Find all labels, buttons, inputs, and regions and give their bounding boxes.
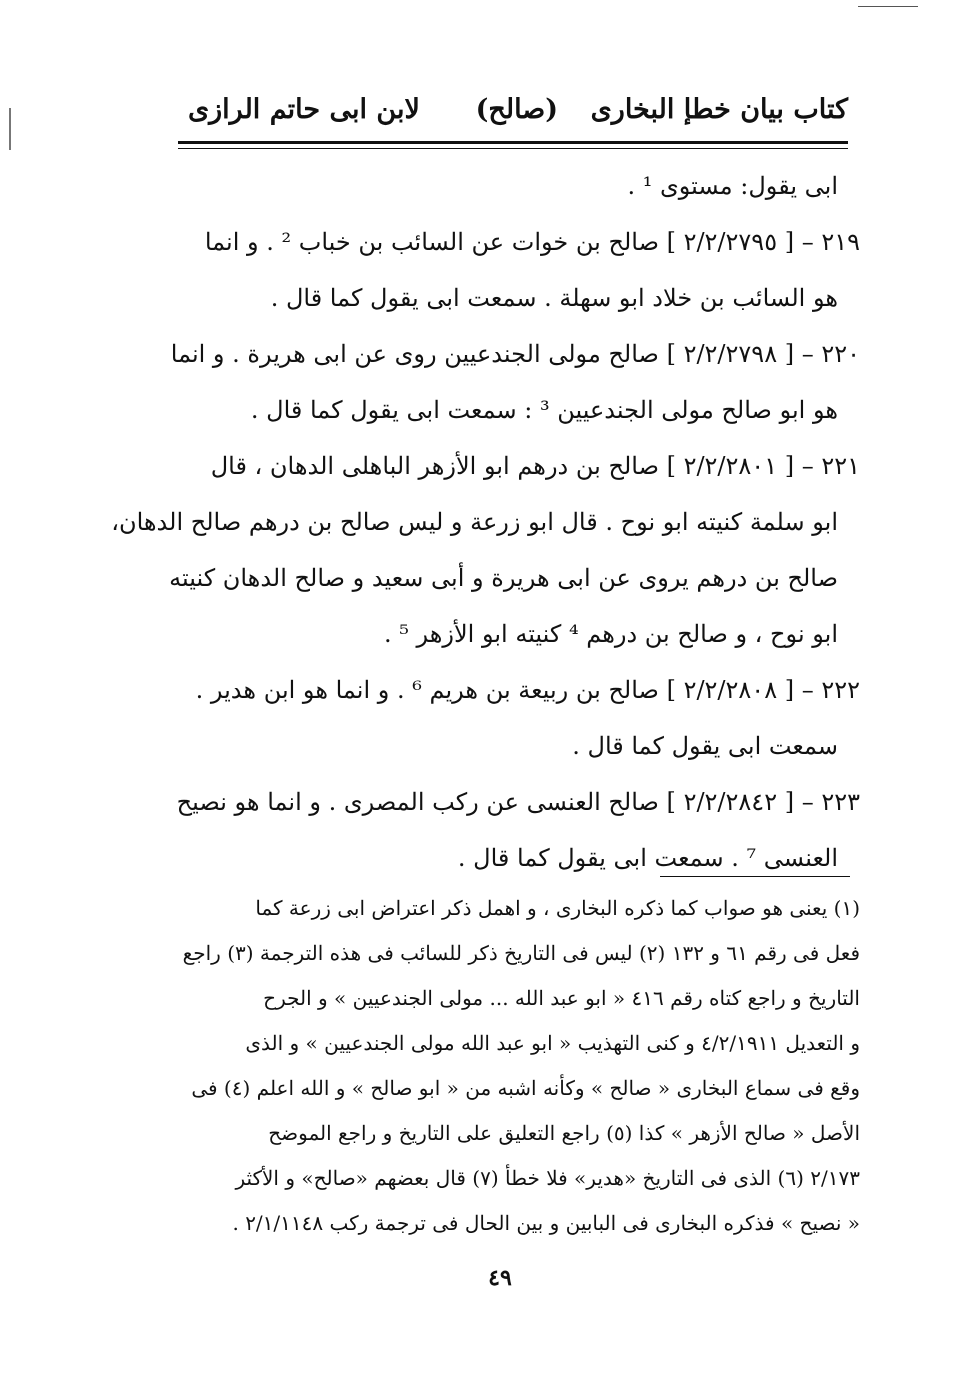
entry-221-line-3: صالح بن درهم يروى عن ابى هريرة و أبى سعيد و صالح الدهان كنيته [169, 564, 838, 592]
entry-221-line-2: ابو سلمة كنيته ابو نوح . قال ابو زرعة و ليس صالح بن درهم صالح الدهان، [111, 508, 838, 536]
entry-221-line-1: ٢٢١ – [ ٢/٢/٢٨٠١ ] صالح بن درهم ابو الأزهر الباهلى الدهان ، قال [210, 452, 860, 480]
footnote-line: (١) يعنى هو صواب كما ذكره البخارى ، و اهمل ذكر اعتراض ابى زرعة كما [255, 896, 860, 920]
entry-219 [188, 214, 860, 326]
header-rule [178, 141, 848, 144]
header-rule-thin [178, 148, 848, 149]
entry-220-line-2: هو ابو صالح مولى الجندعيين ³ : سمعت ابى يقول كما قال . [250, 396, 838, 424]
footnotes [182, 886, 860, 1246]
entry-222-line-2: سمعت ابى يقول كما قال . [572, 732, 838, 760]
footnote-separator [660, 876, 850, 877]
main-text [111, 158, 860, 886]
entry-219-line-2: هو السائب بن خلاد ابو سهلة . سمعت ابى يقول كما قال . [270, 284, 838, 312]
footnote-line: فعل فى رقم ٦١ و ١٣٢ (٢) ليس فى التاريخ ذكر للسائب فى هذه الترجمة (٣) راجع [182, 941, 860, 965]
entry-220-line-1: ٢٢٠ – [ ٢/٢/٢٧٩٨ ] صالح مولى الجندعيين روى عن ابى هريرة . و انما [170, 340, 860, 368]
footnote-line: ٢/١٧٣ (٦) الذى فى التاريخ «هدير» فلا خطأ (٧) قال بعضهم «صالح» و الأكثر [235, 1166, 860, 1190]
entry-220 [170, 326, 860, 438]
footnote-line: و التعديل ٤/٢/١٩١١ و كنى التهذيب « ابو عبد الله مولى الجندعيين » و الذى [245, 1031, 860, 1055]
entry-221-line-4: ابو نوح ، و صالح بن درهم ⁴ كنيته ابو الأزهر ⁵ . [383, 620, 838, 648]
footnote-line: التاريخ و راجع كتاه رقم ٤١٦ « ابو عبد الله ... مولى الجندعيين » و الجرح [263, 986, 860, 1010]
entry-222 [188, 662, 860, 774]
author-name: لابن ابى حاتم الرازى [188, 94, 420, 125]
footnote-line: الأصل « صالح الأزهر » كذا (٥) راجع التعليق على التاريخ و راجع الموضح [268, 1121, 860, 1145]
text-line-intro: ابى يقول: مستوى ¹ . [627, 172, 838, 200]
entry-221 [111, 438, 860, 662]
footnote-line: وقع فى سماع البخارى « صالح » وكأنه اشبه من « ابو صالح » و الله اعلم (٤) فى [191, 1076, 860, 1100]
footnote-line: « نصيح » فذكره البخارى فى البابين و بين الحال فى ترجمة ركب ٢/١/١١٤٨ . [232, 1211, 860, 1235]
running-header [188, 88, 848, 134]
section-name: (صالح) [475, 94, 558, 125]
scan-mark [858, 6, 918, 7]
entry-223-line-1: ٢٢٣ – [ ٢/٢/٢٨٤٢ ] صالح العنسى عن ركب المصرى . و انما هو نصيح [176, 788, 860, 816]
page-number: ٤٩ [488, 1265, 512, 1291]
scan-mark [9, 108, 11, 150]
entry-223-line-2: العنسى ⁷ . سمعت ابى يقول كما قال . [457, 844, 838, 872]
entry-219-line-1: ٢١٩ – [ ٢/٢/٢٧٩٥ ] صالح بن خوات عن السائب بن خباب ² . و انما [204, 228, 860, 256]
entry-222-line-1: ٢٢٢ – [ ٢/٢/٢٨٠٨ ] صالح بن ربيعة بن هريم ⁶ . و انما هو ابن هدير . [195, 676, 860, 704]
entry-223 [176, 774, 860, 886]
book-title: كتاب بيان خطإ البخارى [590, 94, 848, 125]
